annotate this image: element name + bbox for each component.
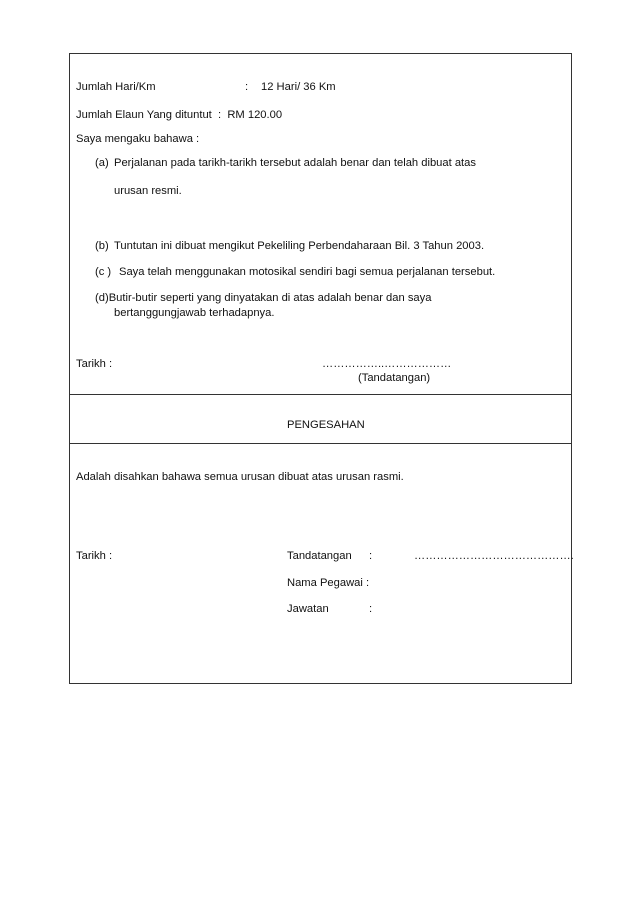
days-km-label: Jumlah Hari/Km — [76, 81, 156, 93]
declaration-date-label: Tarikh : — [76, 358, 113, 370]
position-colon: : — [369, 603, 373, 615]
allowance-value: RM 120.00 — [227, 109, 283, 121]
allowance-label: Jumlah Elaun Yang dituntut — [76, 109, 212, 121]
item-c-line-1: Saya telah menggunakan motosikal sendiri bagi semua perjalanan tersebut. — [119, 266, 496, 278]
verification-date-label: Tarikh : — [76, 550, 113, 562]
allowance-claimed — [76, 109, 282, 122]
item-b-line-1: Tuntutan ini dibuat mengikut Pekeliling Perbendaharaan Bil. 3 Tahun 2003. — [114, 240, 485, 252]
verification-statement: Adalah disahkan bahawa semua urusan dibuat atas urusan rasmi. — [76, 471, 404, 483]
verification-heading: PENGESAHAN — [287, 419, 365, 431]
item-a-marker: (a) — [95, 157, 109, 169]
signature-label: Tandatangan — [287, 550, 352, 562]
item-a-line-1: Perjalanan pada tarikh-tarikh tersebut adalah benar dan telah dibuat atas — [114, 157, 476, 169]
days-km-colon: : — [245, 81, 249, 93]
item-c-marker: (c ) — [95, 266, 112, 278]
declaration-signature-line: ……………..……………… — [322, 358, 452, 370]
allowance-colon: : — [218, 109, 222, 121]
item-d-text: Butir-butir seperti yang dinyatakan di atas adalah benar dan saya — [108, 292, 432, 304]
signature-colon: : — [369, 550, 373, 562]
verification-signature-line: ……………………………………. — [414, 550, 574, 562]
item-b-marker: (b) — [95, 240, 109, 252]
declaration-intro: Saya mengaku bahawa : — [76, 133, 200, 145]
item-d-marker: (d) — [95, 292, 109, 304]
item-a-line-2: urusan resmi. — [114, 185, 182, 197]
days-km-value: 12 Hari/ 36 Km — [261, 81, 336, 93]
item-d-line-1 — [95, 292, 431, 305]
declaration-signature-caption: (Tandatangan) — [358, 372, 431, 384]
declaration-section — [69, 53, 572, 395]
officer-name-label: Nama Pegawai : — [287, 577, 370, 589]
item-d-line-2: bertanggungjawab terhadapnya. — [114, 307, 275, 319]
position-label: Jawatan — [287, 603, 329, 615]
